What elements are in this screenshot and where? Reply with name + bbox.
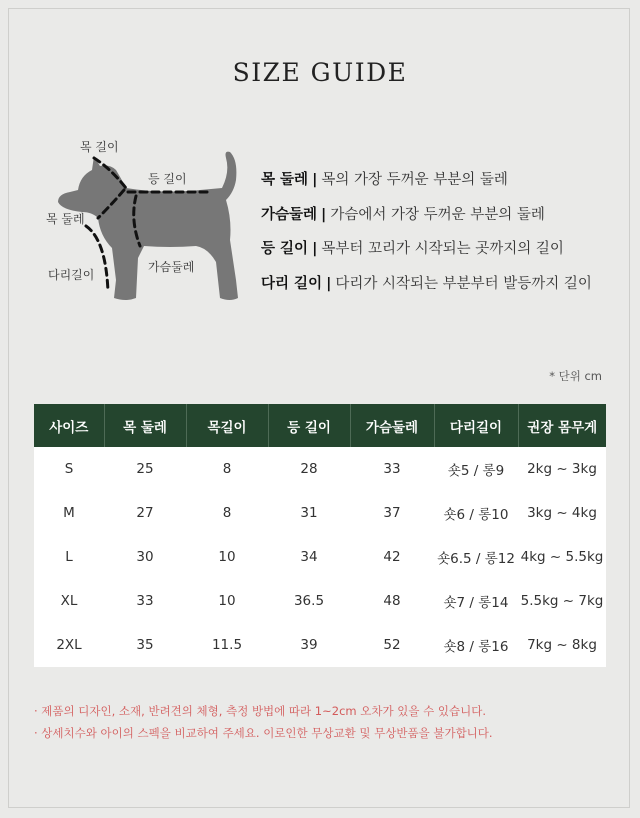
definition-separator: | bbox=[326, 275, 332, 292]
table-row bbox=[34, 491, 606, 535]
header-leg-length: 다리길이 bbox=[434, 404, 518, 447]
definition-term: 목 둘레 bbox=[261, 172, 309, 188]
back-length-label: 등 길이 bbox=[148, 172, 187, 186]
definition-term: 등 길이 bbox=[261, 241, 309, 257]
table-row bbox=[34, 579, 606, 623]
cell-leg-length: 숏6 / 롱10 bbox=[443, 507, 509, 523]
definition-item bbox=[261, 272, 631, 307]
cell-back-length: 36.5 bbox=[293, 593, 325, 609]
cell-weight: 5.5kg ~ 7kg bbox=[520, 593, 604, 609]
cell-chest-girth: 48 bbox=[383, 593, 401, 609]
header-back-length: 등 길이 bbox=[268, 404, 350, 447]
definition-description: 목부터 꼬리가 시작되는 곳까지의 길이 bbox=[321, 241, 564, 257]
header-neck-girth: 목 둘레 bbox=[104, 404, 186, 447]
cell-leg-length: 숏8 / 롱16 bbox=[443, 639, 509, 655]
cell-back-length: 28 bbox=[300, 461, 318, 477]
cell-size: XL bbox=[60, 593, 78, 609]
chest-girth-label: 가슴둘레 bbox=[148, 260, 195, 274]
cell-leg-length: 숏7 / 롱14 bbox=[443, 595, 509, 611]
cell-neck-girth: 35 bbox=[136, 637, 154, 653]
cell-leg-length: 숏6.5 / 롱12 bbox=[437, 551, 515, 567]
cell-back-length: 34 bbox=[300, 549, 318, 565]
neck-girth-label: 목 둘레 bbox=[46, 212, 85, 226]
cell-back-length: 31 bbox=[300, 505, 318, 521]
page-title: SIZE GUIDE bbox=[232, 58, 408, 87]
measurement-definitions bbox=[261, 168, 631, 306]
header-recommended-weight: 권장 몸무게 bbox=[518, 404, 606, 447]
cell-size: 2XL bbox=[56, 637, 82, 653]
cell-size: L bbox=[65, 549, 73, 565]
cell-neck-girth: 33 bbox=[136, 593, 154, 609]
leg-length-label: 다리길이 bbox=[48, 268, 95, 282]
cell-chest-girth: 52 bbox=[383, 637, 401, 653]
cell-neck-length: 10 bbox=[218, 593, 236, 609]
cell-chest-girth: 42 bbox=[383, 549, 401, 565]
cell-chest-girth: 33 bbox=[383, 461, 401, 477]
header-chest-girth: 가슴둘레 bbox=[350, 404, 434, 447]
header-size: 사이즈 bbox=[34, 404, 104, 447]
definition-term: 다리 길이 bbox=[261, 275, 323, 292]
table-row bbox=[34, 623, 606, 667]
cell-chest-girth: 37 bbox=[383, 505, 401, 521]
cell-weight: 4kg ~ 5.5kg bbox=[520, 549, 604, 565]
table-row bbox=[34, 447, 606, 491]
note-line: · 상세치수와 아이의 스펙을 비교하여 주세요. 이로인한 무상교환 및 무상반품을 불가합니다. bbox=[34, 726, 493, 740]
definition-separator: | bbox=[312, 241, 318, 257]
cell-weight: 2kg ~ 3kg bbox=[527, 461, 597, 477]
header-neck-length: 목길이 bbox=[186, 404, 268, 447]
size-table bbox=[34, 404, 606, 667]
disclaimer-notes bbox=[34, 703, 493, 747]
note-line: · 제품의 디자인, 소재, 반려견의 체형, 측정 방법에 따라 1~2cm 오차가 있을 수 있습니다. bbox=[34, 704, 486, 718]
definition-item bbox=[261, 203, 631, 238]
cell-neck-girth: 30 bbox=[136, 549, 154, 565]
definition-description: 다리가 시작되는 부분부터 발등까지 길이 bbox=[335, 275, 592, 292]
dog-measurement-diagram bbox=[40, 130, 260, 310]
definition-item bbox=[261, 168, 631, 203]
definition-separator: | bbox=[312, 172, 318, 188]
cell-weight: 7kg ~ 8kg bbox=[527, 637, 597, 653]
cell-neck-girth: 25 bbox=[136, 461, 154, 477]
cell-size: M bbox=[63, 505, 75, 521]
neck-length-label: 목 길이 bbox=[80, 140, 119, 154]
cell-back-length: 39 bbox=[300, 637, 318, 653]
cell-neck-girth: 27 bbox=[136, 505, 154, 521]
unit-note: * 단위 cm bbox=[549, 369, 602, 383]
cell-weight: 3kg ~ 4kg bbox=[527, 505, 597, 521]
definition-separator: | bbox=[321, 206, 327, 223]
cell-neck-length: 10 bbox=[218, 549, 236, 565]
table-header-row bbox=[34, 404, 606, 447]
cell-neck-length: 11.5 bbox=[211, 637, 243, 653]
definition-term: 가슴둘레 bbox=[261, 206, 318, 223]
cell-leg-length: 숏5 / 롱9 bbox=[447, 463, 505, 479]
definition-description: 가슴에서 가장 두꺼운 부분의 둘레 bbox=[330, 206, 545, 223]
definition-description: 목의 가장 두꺼운 부분의 둘레 bbox=[321, 172, 508, 188]
cell-size: S bbox=[64, 461, 74, 477]
table-row bbox=[34, 535, 606, 579]
cell-neck-length: 8 bbox=[222, 461, 232, 477]
definition-item bbox=[261, 237, 631, 272]
cell-neck-length: 8 bbox=[222, 505, 232, 521]
